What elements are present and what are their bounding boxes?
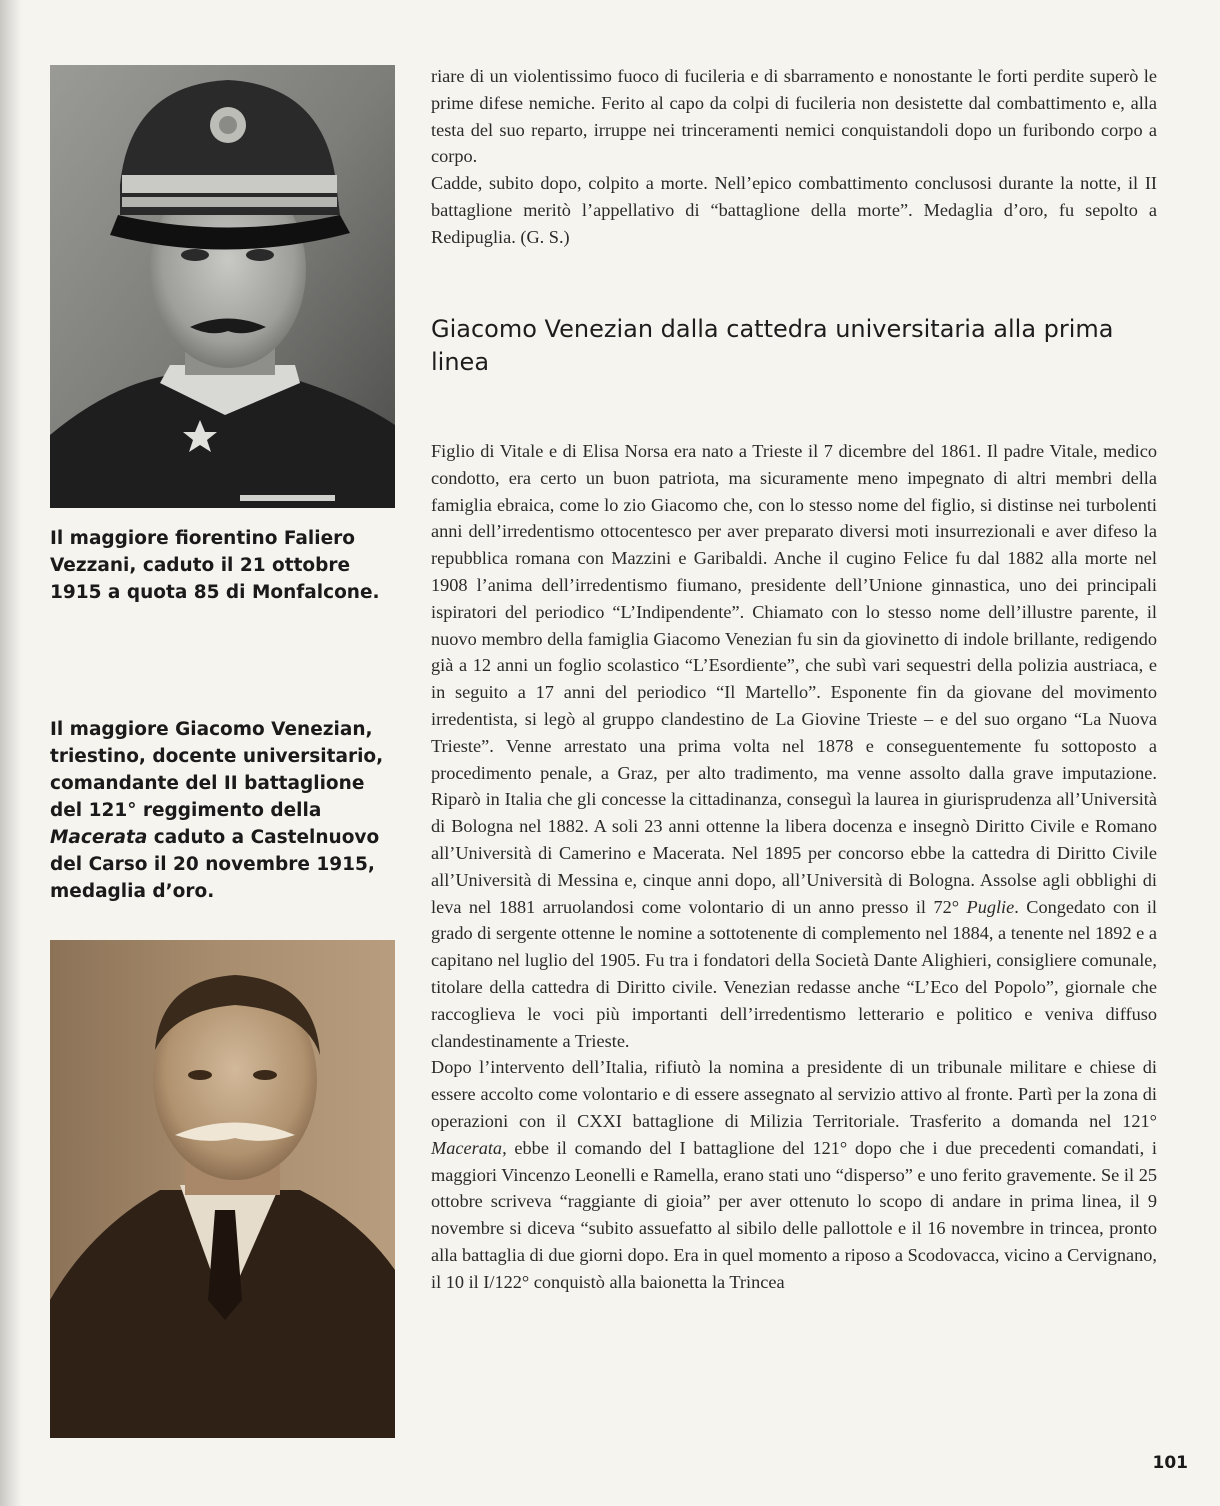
page-gutter-shadow (0, 0, 22, 1506)
photo-caption-venezian: Il maggiore Giacomo Venezian, triestino, docente universitario, comandante del II battaglione del 121° reggimento della Macerata caduto a Castelnuovo del Carso il 20 novembre 1915, medaglia d’oro. (50, 719, 384, 902)
photo-caption-vezzani: Il maggiore fiorentino Faliero Vezzani, caduto il 21 ottobre 1915 a quota 85 di Monfalcone. (50, 528, 380, 603)
section-heading: Giacomo Venezian dalla cattedra universitaria alla prima linea (431, 315, 1114, 376)
page-number: 101 (1152, 1453, 1188, 1473)
paragraph: riare di un violentissimo fuoco di fucileria e di sbarramento e nonostante le forti perdite superò le prime difese nemiche. Ferito al capo da colpi di fucileria non desistette dal combattimento e, alla testa del suo reparto, irruppe nei trinceramenti nemici conquistandoli dopo un furibondo corpo a corpo. (431, 66, 1157, 167)
paragraph: Figlio di Vitale e di Elisa Norsa era nato a Trieste il 7 dicembre del 1861. Il padre Vitale, medico condotto, era certo un buon patriota, ma sicuramente meno impegnato di altri membri della famiglia ebraica, come lo zio Giacomo che, con lo stesso nome del figlio, si distinse nei turbolenti anni dell’irredentismo ottocentesco per aver preparato diversi moti insurrezionali e aver difeso la repubblica romana con Mazzini e Garibaldi. Anche il cugino Felice fu dal 1882 alla morte nel 1908 l’anima dell’irredentismo fiumano, presidente dell’Unione ginnastica, uno dei principali ispiratori del periodico “L’Indipendente”. Chiamato con lo stesso nome dell’illustre parente, il nuovo membro della famiglia Giacomo Venezian fu sin da giovinetto di indole brillante, redigendo già a 12 anni un foglio scolastico “L’Esordiente”, che subì vari sequestri della polizia austriaca, e in seguito a 17 anni del periodico “Il Martello”. Esponente fin da giovane del movimento irredentista, si legò al gruppo clandestino de La Giovine Trieste – e del suo organo “La Nuova Trieste”. Venne arrestato una prima volta nel 1878 e conseguentemente fu sottoposto a procedimento penale, a Graz, per alto tradimento, ma venne assolto dalla grave imputazione. Riparò in Italia che gli concesse la cittadinanza, conseguì la laurea in giurisprudenza all’Università di Bologna nel 1882. A soli 23 anni ottenne la libera docenza e insegnò Diritto Civile e Romano all’Università di Camerino e Macerata. Nel 1895 per concorso ebbe la cattedra di Diritto Civile all’Università di Messina e, cinque anni dopo, all’Università di Bologna. Assolse agli obblighi di leva nel 1881 arruolandosi come volontario di un anno presso il 72° Puglie. Congedato con il grado di sergente ottenne le nomine a sottotenente di complemento nel 1884, a tenente nel 1892 e a capitano nel luglio del 1905. Fu tra i fondatori della Società Dante Alighieri, consigliere comunale, titolare della cattedra di Diritto civile. Venezian redasse anche “L’Eco del Popolo”, giornale che raccoglieva le voci più importanti dell’irredentismo letterario e politico e veniva diffuso clandestinamente a Trieste. (431, 441, 1157, 1051)
main-text-block (431, 438, 1157, 1296)
portrait-photo-venezian (50, 940, 395, 1438)
paragraph: Dopo l’intervento dell’Italia, rifiutò la nomina a presidente di un tribunale militare e chiese di essere accolto come volontario e di essere assegnato al servizio attivo al fronte. Partì per la zona di operazioni con il CXXI battaglione di Milizia Territoriale. Trasferito a domanda nel 121° Macerata, ebbe il comando del I battaglione del 121° dopo che i due precedenti comandati, i maggiori Vincenzo Leonelli e Ramella, erano stati uno “disperso” e uno ferito gravemente. Se il 25 ottobre scriveva “raggiante di gioia” per aver ottenuto lo scopo di andare in prima linea, il 9 novembre si diceva “subito assuefatto al sibilo delle pallottole e il 16 novembre in trincea, pronto alla battaglia di due giorni dopo. Era in quel momento a riposo a Scodovacca, vicino a Cervignano, il 10 il I/122° conquistò alla baionetta la Trincea (431, 1057, 1157, 1292)
portrait-photo-vezzani (50, 65, 395, 508)
continued-text-block (431, 63, 1157, 251)
paragraph: Cadde, subito dopo, colpito a morte. Nell’epico combattimento conclusosi durante la notte, il II battaglione meritò l’appellativo di “battaglione della morte”. Medaglia d’oro, fu sepolto a Redipuglia. (G. S.) (431, 173, 1157, 247)
